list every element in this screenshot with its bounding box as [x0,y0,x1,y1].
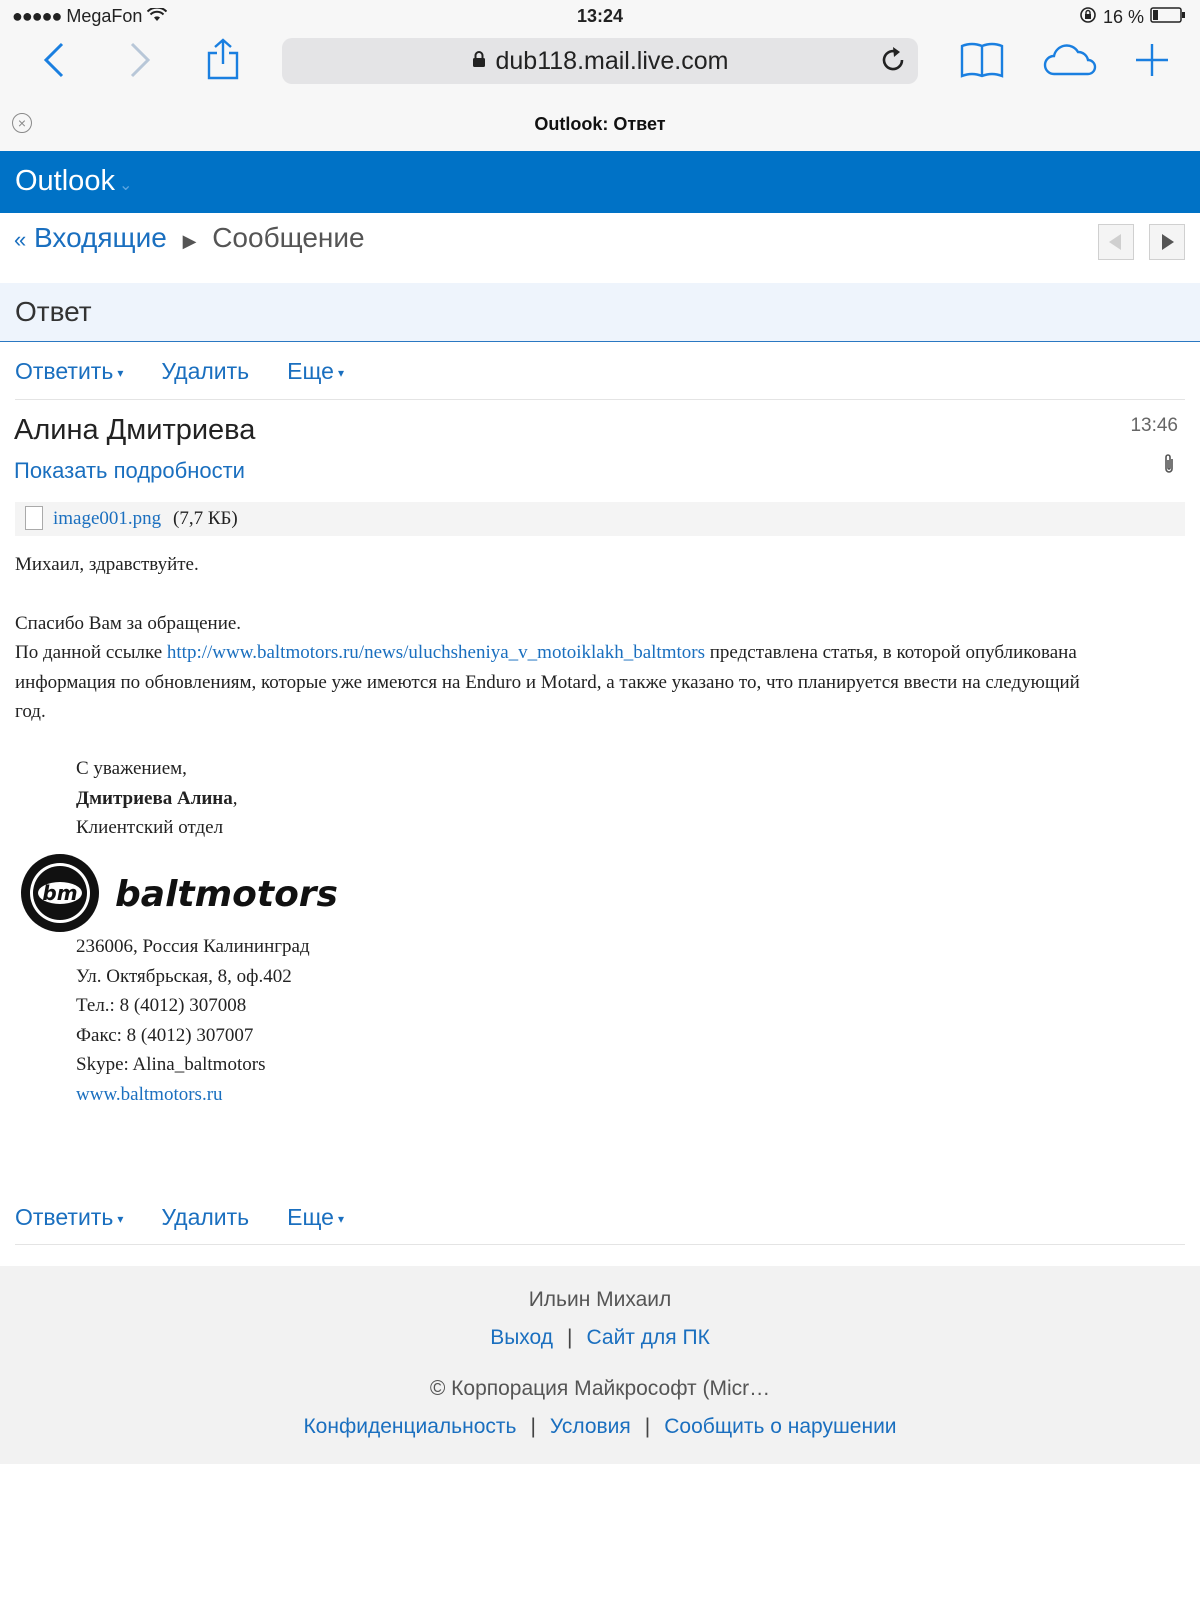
logo-mark: bm [42,881,78,905]
message-actions-bottom [15,1204,344,1231]
chevron-left-icon[interactable] [42,42,66,84]
signal-icon: ●●●●● [12,6,62,26]
signature-name-line [76,784,238,814]
paragraph-suffix: представлена статья, в которой опубликована [705,642,1077,663]
battery-percent: 16 % [1102,7,1144,27]
brand-label: Outlook [15,165,115,197]
previous-message-button[interactable] [1098,224,1134,260]
logout-link[interactable]: Выход [490,1326,554,1349]
plus-icon[interactable] [1134,42,1170,84]
signature-department: Клиентский отдел [76,817,224,838]
more-label: Еще [287,358,334,384]
caret-down-icon: ▾ [337,365,344,380]
file-icon [25,506,43,530]
book-icon[interactable] [960,40,1004,86]
triangle-left-icon [1109,234,1121,250]
close-icon[interactable]: × [12,113,32,133]
divider: | [567,1326,573,1349]
reply-label: Ответить [15,358,114,384]
cloud-icon[interactable] [1042,42,1098,84]
url-text: dub118.mail.live.com [495,46,729,75]
message-actions-top [15,358,344,385]
baltmotors-logo [20,852,380,934]
divider: | [530,1415,536,1438]
divider: | [644,1415,651,1438]
more-label: Еще [287,1204,334,1230]
chevron-right-icon[interactable] [128,42,152,84]
outlook-header [0,151,1200,213]
footer [0,1266,1200,1464]
caret-down-icon: ▾ [337,1211,344,1226]
signature-regards: С уважением, [76,758,187,779]
fax: Факс: 8 (4012) 307007 [76,1024,254,1046]
terms-link[interactable]: Условия [549,1415,631,1438]
privacy-link[interactable]: Конфиденциальность [303,1415,517,1438]
battery-status [1079,6,1186,29]
copyright: © Корпорация Майкрософт (Micr… [429,1377,771,1400]
logo-wordmark: baltmotors [115,874,338,915]
carrier-name: MegaFon [66,6,143,26]
reply-button[interactable] [15,1204,123,1231]
divider [15,1244,1185,1245]
paragraph-prefix: По данной ссылке [15,642,167,663]
address-bar[interactable] [282,38,918,84]
status-bar [0,0,1200,34]
share-icon[interactable] [206,38,240,86]
battery-icon [1150,7,1186,28]
outlook-brand-menu[interactable] [15,165,132,198]
greeting: Михаил, здравствуйте. [15,554,199,575]
tab-bar [0,98,1200,153]
attachment-size: (7,7 КБ) [173,508,238,529]
website-link[interactable]: www.baltmotors.ru [76,1083,223,1105]
sender-name: Алина Дмитриева [14,414,256,446]
reply-label: Ответить [15,1204,114,1230]
lock-icon [472,50,486,73]
article-link[interactable]: http://www.baltmotors.ru/news/uluchsheniya_v_motoiklakh_baltmtors [166,642,705,663]
signature-name: Дмитриева Алина [76,787,233,809]
paragraph-line-2: информация по обновлениям, которые уже имеются на Enduro и Motard, а также указано то, что планируется ввести на следующий [15,671,1080,693]
subject-bar [0,283,1200,342]
paperclip-icon [1162,453,1176,481]
more-button[interactable] [287,1204,344,1231]
footer-account-links [0,1326,1200,1350]
breadcrumb-current: Сообщение [212,222,365,253]
signature-name-suffix: , [232,787,238,809]
clock: 13:24 [576,6,624,26]
contact-block [76,932,310,1109]
skype: Skype: Alina_baltmotors [76,1054,266,1075]
breadcrumb-inbox-link[interactable]: Входящие [34,222,167,253]
message-time: 13:46 [1130,415,1178,436]
chevron-down-icon: ⌄ [118,177,133,194]
reload-icon[interactable] [880,46,906,81]
phone: Тел.: 8 (4012) 307008 [76,995,247,1016]
show-details-link[interactable]: Показать подробности [14,458,245,483]
body-paragraph [15,638,1190,727]
footer-legal-links [0,1415,1200,1439]
pc-site-link[interactable]: Сайт для ПК [586,1326,710,1349]
address-line-1: 236006, Россия Калининград [76,936,310,957]
next-message-button[interactable] [1149,224,1185,260]
signature [76,754,238,843]
caret-down-icon: ▾ [117,365,124,380]
caret-down-icon: ▾ [117,1211,124,1226]
delete-button[interactable]: Удалить [161,1204,250,1230]
attachment-link[interactable]: image001.png [53,508,162,529]
browser-toolbar [0,34,1200,98]
triangle-right-icon [1162,234,1174,250]
delete-button[interactable]: Удалить [161,358,250,384]
footer-user-name: Ильин Михаил [528,1288,672,1311]
thanks-line: Спасибо Вам за обращение. [15,613,242,634]
more-button[interactable] [287,358,344,385]
paragraph-line-1 [15,638,1190,668]
tab-title[interactable]: Outlook: Ответ [534,114,666,134]
address-line-2: Ул. Октябрьская, 8, оф.402 [76,965,292,987]
divider [15,399,1185,400]
paragraph-line-3: год. [15,701,46,722]
message-subject: Ответ [15,296,92,327]
breadcrumb-back[interactable]: « [14,227,27,252]
breadcrumb [14,222,365,254]
breadcrumb-arrow-icon: ▶ [182,231,197,251]
attachment-row [15,502,1185,536]
reply-button[interactable] [15,358,123,385]
rotation-lock-icon [1079,6,1097,29]
report-abuse-link[interactable]: Сообщить о нарушении [664,1415,897,1438]
